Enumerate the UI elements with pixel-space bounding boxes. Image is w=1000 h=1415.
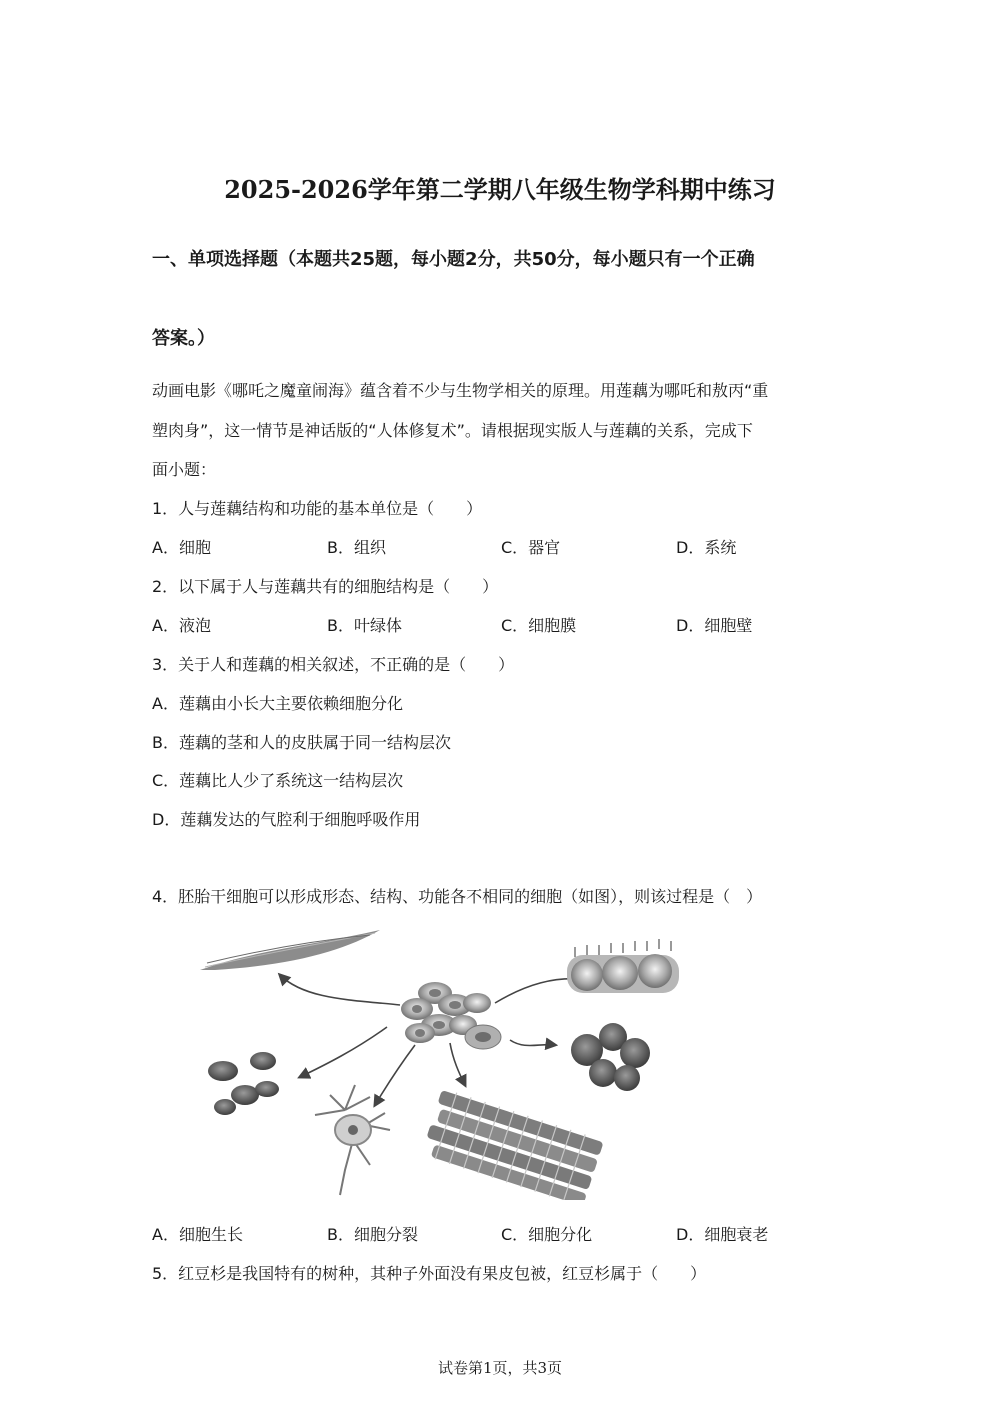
- q2-option-d[interactable]: D．细胞壁: [676, 616, 753, 635]
- q4-option-c[interactable]: C．细胞分化: [501, 1225, 593, 1244]
- q3-option-b[interactable]: B．莲藕的茎和人的皮肤属于同一结构层次: [152, 733, 451, 752]
- q1-option-c[interactable]: C．器官: [501, 538, 561, 557]
- q2-option-b[interactable]: B．叶绿体: [327, 616, 402, 635]
- cell-differentiation-figure: [195, 925, 695, 1200]
- smooth-muscle-cell: [200, 930, 380, 970]
- exam-title: 2025-2026学年第二学期八年级生物学科期中练习: [224, 175, 776, 204]
- q4-option-a[interactable]: A．细胞生长: [152, 1225, 243, 1244]
- intro-line: 动画电影《哪吒之魔童闹海》蕴含着不少与生物学相关的原理。用莲藕为哪吒和敖丙“重: [152, 381, 769, 400]
- q1-option-a[interactable]: A．细胞: [152, 538, 211, 557]
- section-heading-cont: 答案。）: [152, 328, 215, 349]
- q2-option-c[interactable]: C．细胞膜: [501, 616, 577, 635]
- stem-cell-cluster: [401, 982, 501, 1049]
- q2-option-a[interactable]: A．液泡: [152, 616, 211, 635]
- q1-option-d[interactable]: D．系统: [676, 538, 737, 557]
- q3-option-a[interactable]: A．莲藕由小长大主要依赖细胞分化: [152, 694, 403, 713]
- section-heading: 一、单项选择题（本题共25题，每小题2分，共50分，每小题只有一个正确: [152, 249, 755, 270]
- q4-option-d[interactable]: D．细胞衰老: [676, 1225, 769, 1244]
- question-5-stem: 5．红豆杉是我国特有的树种，其种子外面没有果皮包被，红豆杉属于（ ）: [152, 1264, 707, 1283]
- q3-option-c[interactable]: C．莲藕比人少了系统这一结构层次: [152, 771, 404, 790]
- q3-option-d[interactable]: D．莲藕发达的气腔利于细胞呼吸作用: [152, 810, 421, 829]
- epithelial-cells: [567, 939, 679, 993]
- neuron: [315, 1085, 390, 1195]
- question-2-stem: 2．以下属于人与莲藕共有的细胞结构是（ ）: [152, 577, 499, 596]
- question-1-stem: 1．人与莲藕结构和功能的基本单位是（ ）: [152, 499, 483, 518]
- intro-line: 面小题：: [152, 460, 217, 479]
- blood-cells: [571, 1023, 650, 1091]
- question-3-stem: 3．关于人和莲藕的相关叙述，不正确的是（ ）: [152, 655, 515, 674]
- page-footer: 试卷第1页，共3页: [437, 1359, 563, 1377]
- q1-option-b[interactable]: B．组织: [327, 538, 386, 557]
- intro-line: 塑肉身”，这一情节是神话版的“人体修复术”。请根据现实版人与莲藕的关系，完成下: [152, 421, 753, 440]
- skeletal-muscle-fibers: [421, 1088, 604, 1200]
- q4-option-b[interactable]: B．细胞分裂: [327, 1225, 418, 1244]
- question-4-stem: 4．胚胎干细胞可以形成形态、结构、功能各不相同的细胞（如图），则该过程是（ ）: [152, 887, 763, 906]
- red-blood-cells: [208, 1052, 279, 1115]
